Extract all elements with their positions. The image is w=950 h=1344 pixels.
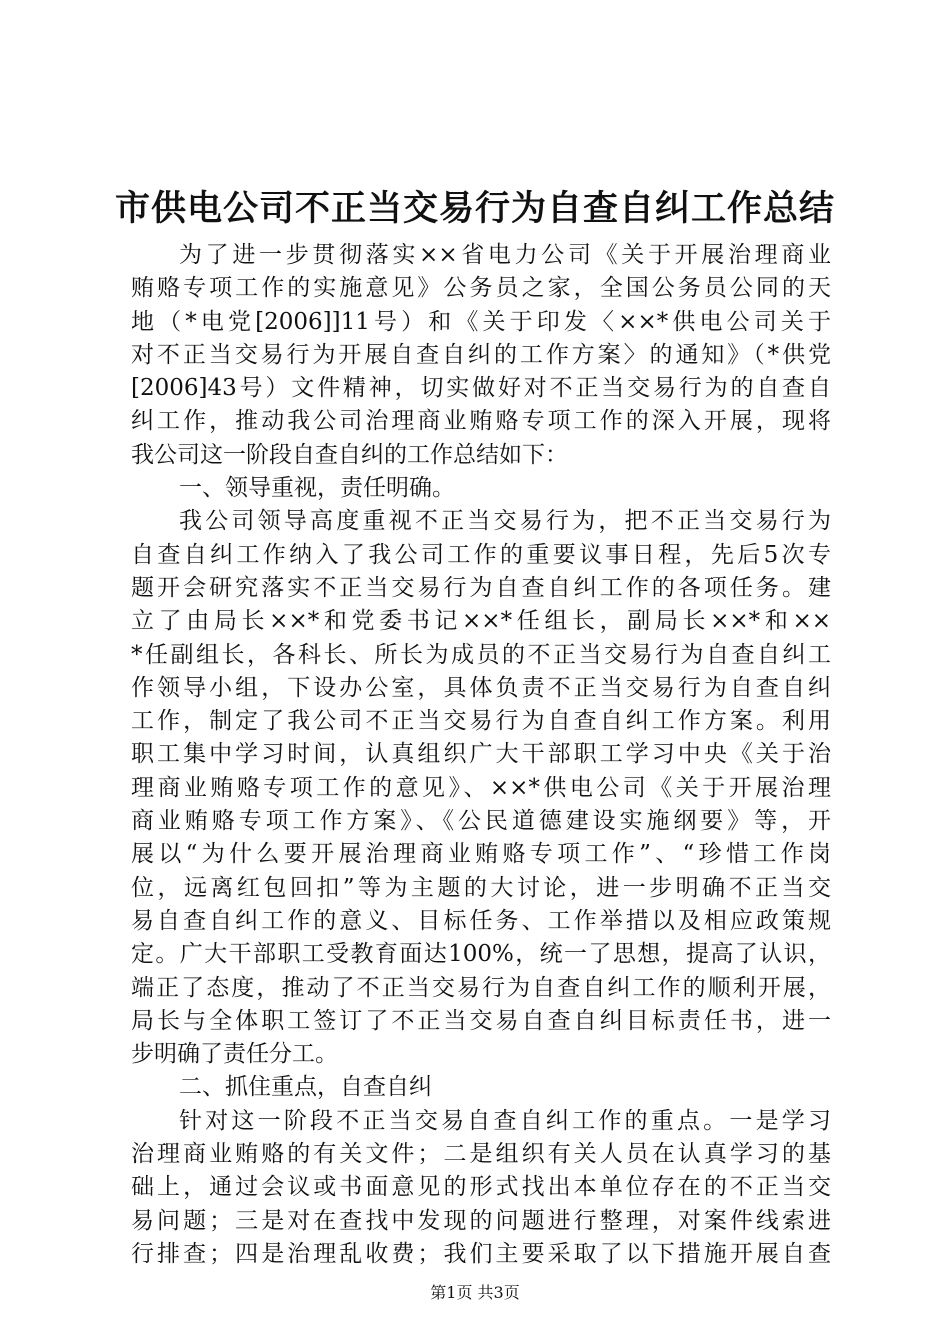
- body-line: 题开会研究落实不正当交易行为自查自纠工作的各项任务。建: [131, 574, 831, 601]
- body-line: 贿赂专项工作的实施意见》公务员之家，全国公务员公同的天: [131, 275, 831, 302]
- body-line: 针对这一阶段不正当交易自查自纠工作的重点。一是学习: [179, 1107, 831, 1134]
- body-line: [2006]43号）文件精神，切实做好对不正当交易行为的自查自: [131, 375, 831, 402]
- body-line: 易自查自纠工作的意义、目标任务、工作举措以及相应政策规: [131, 907, 831, 934]
- body-line: 理商业贿赂专项工作的意见》、××*供电公司《关于开展治理: [131, 774, 831, 801]
- body-line: 局长与全体职工签订了不正当交易自查自纠目标责任书，进一: [131, 1007, 831, 1034]
- body-line: 行排查；四是治理乱收费；我们主要采取了以下措施开展自查: [131, 1240, 831, 1267]
- body-line: 展以“为什么要开展治理商业贿赂专项工作”、“珍惜工作岗: [131, 841, 831, 868]
- body-line: 商业贿赂专项工作方案》、《公民道德建设实施纲要》等，开: [131, 808, 831, 835]
- body-line: 自查自纠工作纳入了我公司工作的重要议事日程，先后5次专: [131, 541, 831, 568]
- body-line: 立了由局长××*和党委书记××*任组长，副局长××*和××: [131, 608, 831, 635]
- body-line: 我公司领导高度重视不正当交易行为，把不正当交易行为: [179, 508, 831, 535]
- body-line: 为了进一步贯彻落实××省电力公司《关于开展治理商业: [179, 242, 831, 268]
- body-line: 纠工作，推动我公司治理商业贿赂专项工作的深入开展，现将: [131, 408, 831, 435]
- section-heading: 二、抓住重点，自查自纠: [179, 1074, 432, 1101]
- body-line: 定。广大干部职工受教育面达100%，统一了思想，提高了认识，: [131, 941, 831, 968]
- body-line: 础上，通过会议或书面意见的形式找出本单位存在的不正当交: [131, 1174, 831, 1201]
- page-footer: 第1页 共3页: [430, 1283, 520, 1302]
- body-line: 治理商业贿赂的有关文件；二是组织有关人员在认真学习的基: [131, 1141, 831, 1168]
- section-heading: 一、领导重视，责任明确。: [179, 475, 455, 502]
- body-line: 职工集中学习时间，认真组织广大干部职工学习中央《关于治: [131, 741, 831, 768]
- body-line: 工作，制定了我公司不正当交易行为自查自纠工作方案。利用: [131, 708, 831, 735]
- body-line: 端正了态度，推动了不正当交易行为自查自纠工作的顺利开展，: [131, 974, 831, 1001]
- body-line: 位，远离红包回扣”等为主题的大讨论，进一步明确不正当交: [131, 874, 831, 901]
- document-body: [131, 239, 831, 1271]
- body-line: 地（*电党[2006]]11号）和《关于印发〈××*供电公司关于: [131, 308, 831, 335]
- document-title: 市供电公司不正当交易行为自查自纠工作总结: [114, 189, 835, 229]
- body-line: *任副组长，各科长、所长为成员的不正当交易行为自查自纠工: [131, 641, 831, 668]
- body-line: 我公司这一阶段自查自纠的工作总结如下：: [131, 441, 568, 468]
- body-line: 作领导小组，下设办公室，具体负责不正当交易行为自查自纠: [131, 674, 831, 701]
- body-line: 易问题；三是对在查找中发现的问题进行整理，对案件线索进: [131, 1207, 831, 1234]
- body-line: 对不正当交易行为开展自查自纠的工作方案〉的通知》（*供党: [131, 341, 831, 368]
- body-line: 步明确了责任分工。: [131, 1041, 338, 1068]
